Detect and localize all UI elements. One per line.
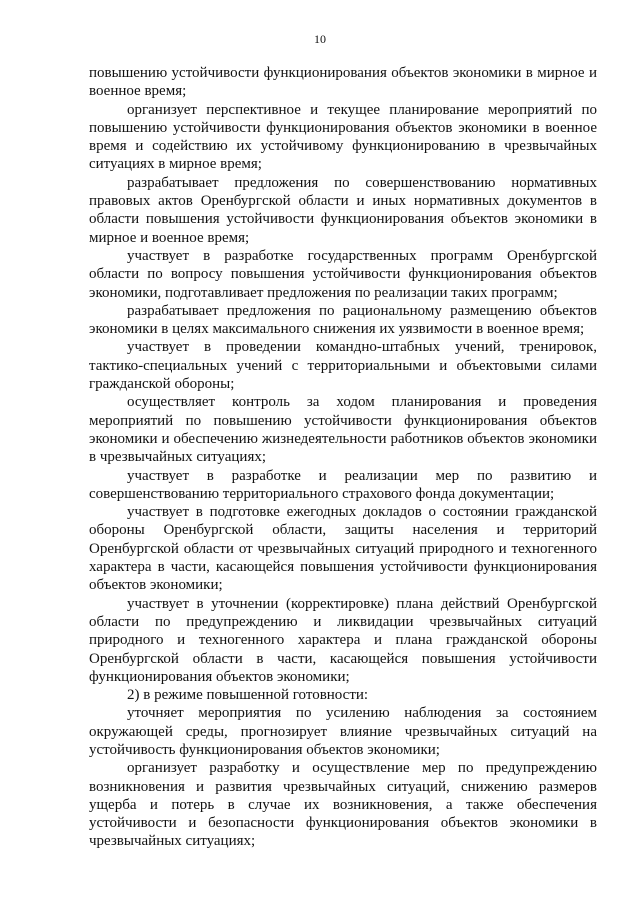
paragraph-annual-reports: участвует в подготовке ежегодных докладов о состоянии гражданской обороны Оренбургской области, защиты населения и территорий Оренбургской области от чрезвычайных ситуаций природного и техногенного характера в части, касающейся повышения устойчивости функционирования объектов экономики; <box>89 504 597 594</box>
paragraph-prevention-measures: организует разработку и осуществление мер по предупреждению возникновения и развития чрезвычайных ситуаций, снижению размеров ущерба и потерь в случае их возникновения, а также обеспечения устойчивости и безопасности функционирования объектов экономики в чрезвычайных ситуациях; <box>89 760 597 850</box>
paragraph-control: осуществляет контроль за ходом планирования и проведения мероприятий по повышению устойчивости функционирования объектов экономики и обеспечению жизнедеятельности работников объектов экономики в чрезвычайных ситуациях; <box>89 394 597 466</box>
paragraph-exercises: участвует в проведении командно-штабных учений, тренировок, тактико-специальных учений с территориальными и объектовыми силами гражданской обороны; <box>89 339 597 393</box>
paragraph-legal-proposals: разрабатывает предложения по совершенствованию нормативных правовых актов Оренбургской области и иных нормативных документов в области повышения устойчивости функционирования объектов экономики в мирное и военное время; <box>89 174 597 246</box>
paragraph-placement-proposals: разрабатывает предложения по рациональному размещению объектов экономики в целях максимального снижения их уязвимости в военное время; <box>89 302 597 338</box>
paragraph-high-readiness-heading: 2) в режиме повышенной готовности: <box>127 687 369 704</box>
document-body <box>89 64 597 851</box>
paragraph-insurance-fund: участвует в разработке и реализации мер по развитию и совершенствованию территориального страхового фонда документации; <box>89 467 597 502</box>
paragraph-action-plan: участвует в уточнении (корректировке) плана действий Оренбургской области по предупреждению и ликвидации чрезвычайных ситуаций природного и техногенного характера и плана гражданской обороны Оренбургской области в части, касающейся повышения устойчивости функционирования объектов экономики; <box>89 595 597 685</box>
page-number: 10 <box>314 32 326 46</box>
paragraph-planning: организует перспективное и текущее планирование мероприятий по повышению устойчивости функционирования объектов экономики в военное время и содействию их устойчивому функционированию в чрезвычайных ситуациях в мирное время; <box>89 101 597 173</box>
paragraph-environment-monitoring: уточняет мероприятия по усилению наблюдения за состоянием окружающей среды, прогнозирует влияние чрезвычайных ситуаций на устойчивость функционирования объектов экономики; <box>89 705 597 758</box>
paragraph-state-programs: участвует в разработке государственных программ Оренбургской области по вопросу повышения устойчивости функционирования объектов экономики, подготавливает предложения по реализации таких программ; <box>89 247 597 301</box>
paragraph-continuation: повышению устойчивости функционирования объектов экономики в мирное и военное время; <box>89 65 597 100</box>
